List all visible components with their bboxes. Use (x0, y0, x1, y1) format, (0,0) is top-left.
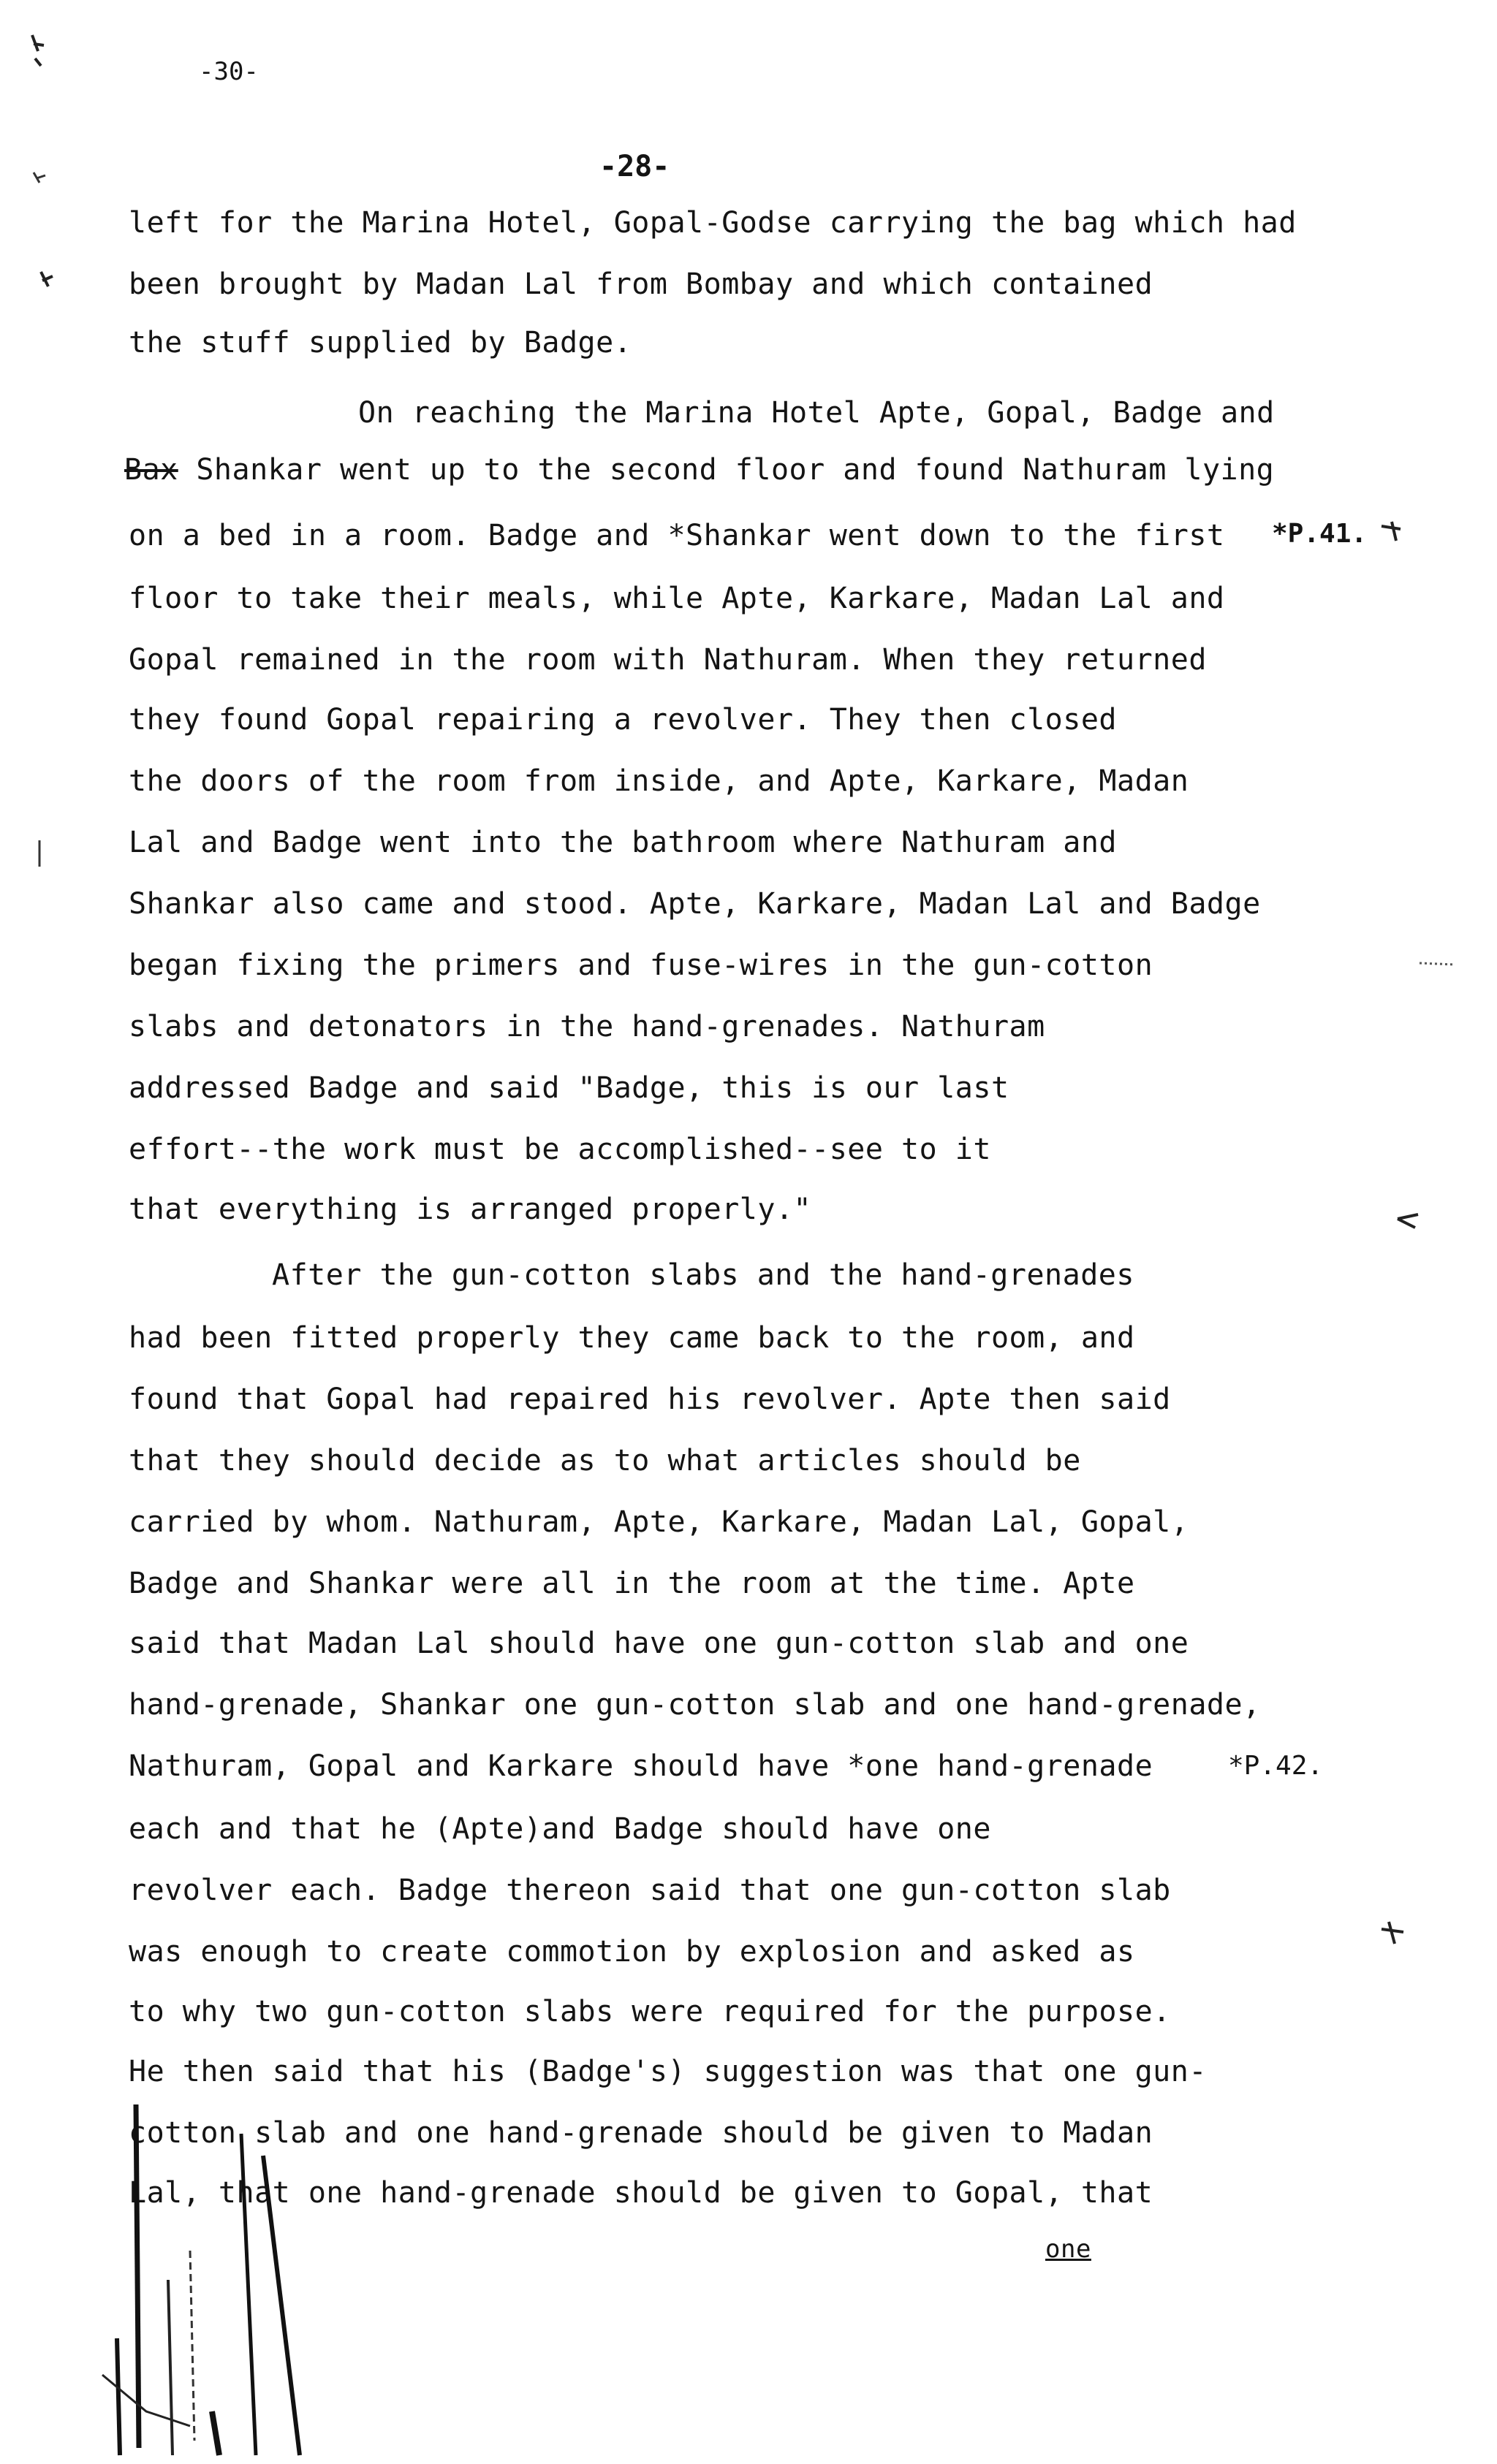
text-line: Shankar also came and stood. Apte, Karkare, Madan Lal and Badge (129, 887, 1261, 921)
text-line: said that Madan Lal should have one gun-cotton slab and one (129, 1627, 1189, 1660)
text-line: slabs and detonators in the hand-grenades. Nathuram (129, 1010, 1045, 1043)
text-line: On reaching the Marina Hotel Apte, Gopal, Badge and (358, 396, 1275, 430)
text-line: floor to take their meals, while Apte, Karkare, Madan Lal and (129, 582, 1225, 615)
text-line: effort--the work must be accomplished--see to it (129, 1133, 991, 1166)
text-line: been brought by Madan Lal from Bombay and which contained (129, 267, 1153, 301)
text-line: Nathuram, Gopal and Karkare should have *one hand-grenade (129, 1749, 1153, 1783)
text-line: that they should decide as to what articles should be (129, 1444, 1081, 1478)
inner-page-number: -28- (599, 150, 670, 183)
margin-reference: *P.42. (1228, 1751, 1324, 1781)
text-line: carried by whom. Nathuram, Apte, Karkare, Madan Lal, Gopal, (129, 1505, 1189, 1539)
text-line: He then said that his (Badge's) suggestion was that one gun- (129, 2055, 1207, 2088)
text-line: After the gun-cotton slabs and the hand-grenades (272, 1258, 1134, 1292)
text-line: hand-grenade, Shankar one gun-cotton slab and one hand-grenade, (129, 1688, 1261, 1722)
text-line: the stuff supplied by Badge. (129, 326, 632, 360)
margin-reference: *P.41. (1272, 519, 1368, 549)
text-line: was enough to create commotion by explosion and asked as (129, 1935, 1135, 1969)
text-line: found that Gopal had repaired his revolver. Apte then said (129, 1383, 1171, 1416)
text-line: cotton slab and one hand-grenade should be given to Madan (129, 2116, 1153, 2150)
text-line: on a bed in a room. Badge and *Shankar went down to the first (129, 519, 1225, 552)
text-line: they found Gopal repairing a revolver. They then closed (129, 703, 1118, 737)
text-line: had been fitted properly they came back to the room, and (129, 1321, 1135, 1355)
text-line: to why two gun-cotton slabs were required for the purpose. (129, 1995, 1171, 2028)
text-line: the doors of the room from inside, and Apte, Karkare, Madan (129, 764, 1189, 798)
text-line: addressed Badge and said "Badge, this is our last (129, 1071, 1009, 1105)
catchword: one (1045, 2235, 1091, 2264)
struck-text: Bax (124, 453, 178, 487)
text-line: Badge and Shankar were all in the room at the time. Apte (129, 1567, 1135, 1600)
text-line: each and that he (Apte)and Badge should have one (129, 1812, 991, 1846)
outer-page-number: -30- (199, 57, 259, 86)
text-line: left for the Marina Hotel, Gopal-Godse carrying the bag which had (129, 206, 1297, 240)
text-line: Lal and Badge went into the bathroom where Nathuram and (129, 826, 1118, 859)
text-line: Lal, that one hand-grenade should be given to Gopal, that (129, 2176, 1153, 2210)
text-line: that everything is arranged properly." (129, 1193, 812, 1226)
text-line-content: Shankar went up to the second floor and found Nathuram lying (196, 453, 1275, 487)
text-line: revolver each. Badge thereon said that one gun-cotton slab (129, 1874, 1171, 1907)
text-line: Gopal remained in the room with Nathuram. When they returned (129, 643, 1207, 677)
text-line: began fixing the primers and fuse-wires in the gun-cotton (129, 948, 1153, 982)
